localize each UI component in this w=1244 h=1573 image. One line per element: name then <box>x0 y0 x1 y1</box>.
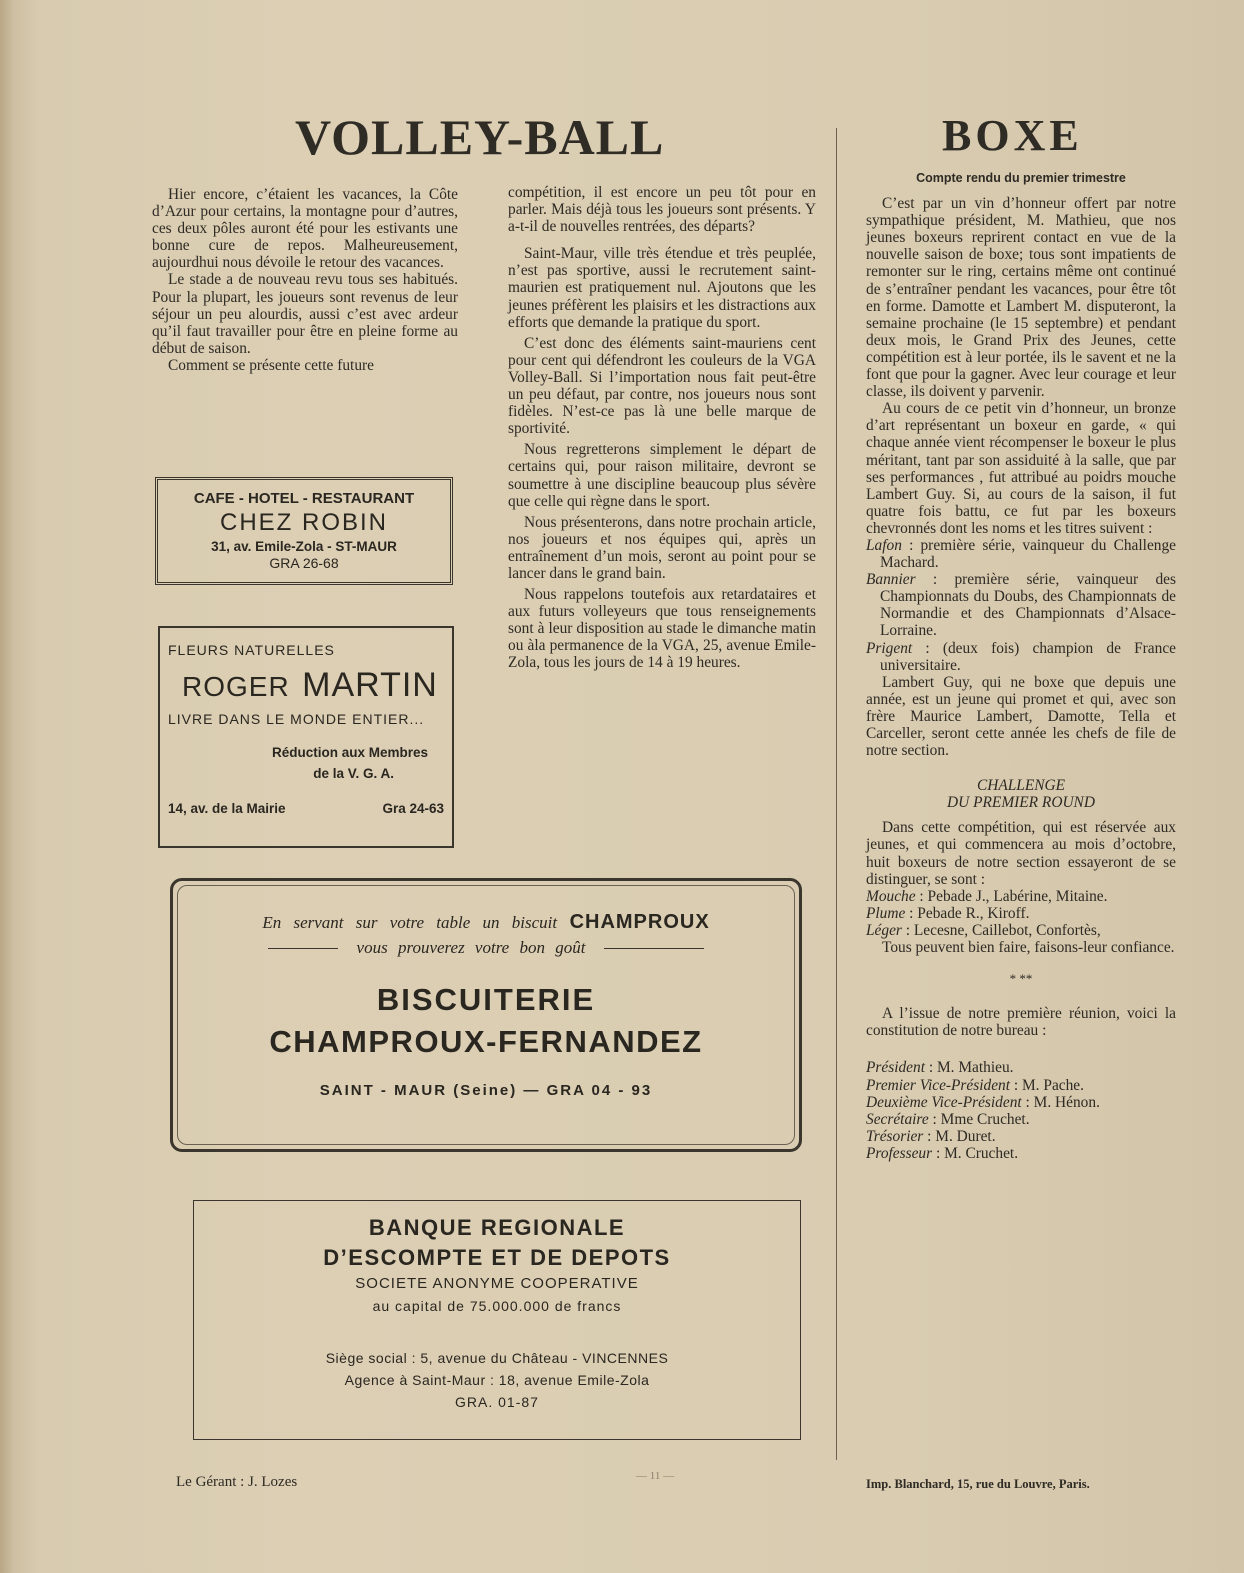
bureau-name: : M. Mathieu. <box>925 1059 1014 1077</box>
boxer-title: : première série, vainqueur du Challenge Machard. <box>880 536 1176 572</box>
ad-robin-line4: GRA 26-68 <box>269 555 339 571</box>
boxer-name: Bannier <box>866 571 916 589</box>
ad-rule-left <box>268 948 338 949</box>
ad-martin-lastname: MARTIN <box>302 666 438 704</box>
bureau-role: Deuxième Vice-Président <box>866 1093 1022 1111</box>
ad-banque-line5: Siège social : 5, avenue du Château - VINCENNES <box>325 1350 669 1366</box>
volley-paragraph: compétition, il est encore un peu tôt pour en parler. Mais déjà tous les joueurs sont présents. Y a-t-il de nouvelles rentrées, des départs? <box>508 184 816 236</box>
boxe-list-item <box>866 571 1176 639</box>
section-stars: * ** <box>1009 971 1033 987</box>
bureau-role: Président <box>866 1059 925 1077</box>
challenge-heading-2: DU PREMIER ROUND <box>947 794 1095 812</box>
boxe-paragraph: Lambert Guy, qui ne boxe que depuis une année, est un jeune qui promet et qui, avec son frère Maurice Lambert, Damotte, Tella et Carceller, seront cette année les chefs de file de notre section. <box>866 673 1176 760</box>
boxer-name: Lafon <box>866 536 902 554</box>
weight-boxers: : Pebade J., Labérine, Mitaine. <box>915 887 1108 905</box>
boxe-list-item <box>866 640 1176 674</box>
volley-paragraph: Le stade a de nouveau revu tous ses habitués. Pour la plupart, les joueurs sont revenus de leur séjour un peu alourdis, aussi c’est avec ardeur qu’il faut travailler pour être en pleine forme au début de saison. <box>152 271 458 357</box>
ad-martin-line5: de la V. G. A. <box>313 766 394 781</box>
column-divider <box>836 128 837 1460</box>
bureau-name: : M. Hénon. <box>1021 1093 1100 1111</box>
ad-champroux-slogan-2 <box>173 938 799 958</box>
bureau-item <box>866 1111 1176 1128</box>
ad-banque-line1: BANQUE REGIONALE <box>368 1215 626 1240</box>
bureau-role: Secrétaire <box>866 1110 929 1128</box>
weight-boxers: : Lecesne, Caillebot, Confortès, <box>901 921 1101 939</box>
ad-rule-right <box>604 948 704 949</box>
ad-martin-firstname: ROGER <box>182 671 290 702</box>
boxe-paragraph: Dans cette compétition, qui est réservée aux jeunes, et qui commencera au mois d’octobre, huit boxeurs de notre section essayeront de se distinguer, se sont : <box>866 819 1176 888</box>
bureau-role: Premier Vice-Président <box>866 1076 1011 1094</box>
boxer-title: : première série, vainqueur des Championnats du Doubs, des Championnats de Normandie et des Championnats d’Alsace-Lorraine. <box>880 571 1176 640</box>
volley-title: VOLLEY-BALL <box>295 109 665 165</box>
boxe-list-item <box>866 922 1176 939</box>
boxe-list-item <box>866 905 1176 922</box>
ad-banque-line4: au capital de 75.000.000 de francs <box>372 1298 622 1314</box>
ad-champroux-line1b: CHAMPROUX <box>569 911 710 933</box>
ad-banque-line2: D’ESCOMPTE ET DE DEPOTS <box>323 1245 671 1270</box>
page-fold-shadow <box>0 0 14 1573</box>
boxe-paragraph: Au cours de ce petit vin d’honneur, un bronze d’art représentant un boxeur en garde, « qui chaque année vient récompenser le boxeur le plus méritant, tant par son assiduité à la salle, que par ses performances , fut attribué au poidrs mouche Lambert Guy. Si, au cours de la saison, il fut quatre fois battu, ce fut par les boxeurs chevronnés dont les noms et les titres suivent : <box>866 400 1176 537</box>
volley-paragraph: Nous présenterons, dans notre prochain article, nos joueurs et nos équipes qui, après un entraînement d’un mois, seront au point pour se lancer dans le grand bain. <box>508 513 816 582</box>
boxer-title: : (deux fois) champion de France universitaire. <box>880 639 1176 674</box>
ad-banque-line7: GRA. 01-87 <box>455 1394 539 1410</box>
footer-printer: Imp. Blanchard, 15, rue du Louvre, Paris. <box>866 1477 1090 1491</box>
volley-paragraph: Nous regretterons simplement le départ de certains qui, pour raison militaire, devront se soumettre à une discipline beaucoup plus sévère que celle qui règne dans le sport. <box>508 441 816 510</box>
footer-manager: Le Gérant : J. Lozes <box>176 1474 298 1490</box>
boxe-paragraph: Tous peuvent bien faire, faisons-leur confiance. <box>882 939 1175 957</box>
volley-column-1 <box>152 186 458 374</box>
ad-banque-regionale <box>193 1200 801 1440</box>
ad-champroux-line2: vous prouverez votre bon goût <box>356 938 586 957</box>
ad-chez-robin <box>155 477 453 585</box>
ad-robin-line2: CHEZ ROBIN <box>219 509 388 536</box>
bureau-role: Trésorier <box>866 1127 924 1145</box>
boxe-title: BOXE <box>942 111 1083 160</box>
bureau-item <box>866 1059 1176 1076</box>
boxe-paragraph: C’est par un vin d’honneur offert par notre sympathique président, M. Mathieu, que nos jeunes boxeurs reprirent contact en vue de la nouvelle saison de boxe; tous sont impatients de remonter sur le ring, certains même ont continué de s’entraîner pendant les vacances, pour être tôt en forme. Damotte et Lambert M. disputeront, la semaine prochaine (le 15 septembre) et pendant deux mois, le Grand Prix des Jeunes, cette compétition est à leur portée, ils le savent et ne la font que pour la gagner. Avec leur courage et leur classe, ils doivent y parvenir. <box>866 195 1176 401</box>
bureau-item <box>866 1094 1176 1111</box>
weight-boxers: : Pebade R., Kiroff. <box>905 904 1030 922</box>
boxe-column <box>866 170 1176 1162</box>
ad-banque-line3: SOCIETE ANONYME COOPERATIVE <box>355 1275 639 1292</box>
ad-banque-line6: Agence à Saint-Maur : 18, avenue Emile-Zola <box>344 1372 650 1388</box>
boxe-list-item <box>866 537 1176 571</box>
weight-class: Mouche <box>866 887 916 905</box>
volley-column-2 <box>508 184 816 672</box>
ad-champroux-line4: CHAMPROUX-FERNANDEZ <box>269 1024 703 1059</box>
ad-champroux-line3: BISCUITERIE <box>376 982 596 1017</box>
bureau-item <box>866 1145 1176 1162</box>
boxer-name: Prigent <box>866 639 913 657</box>
ad-martin-line4: Réduction aux Membres <box>271 745 428 760</box>
ad-champroux-line1a: En servant sur votre table un biscuit <box>262 913 558 932</box>
ad-roger-martin <box>158 626 454 848</box>
ad-biscuiterie-champroux <box>170 878 802 1152</box>
ad-martin-phone: Gra 24-63 <box>382 801 444 816</box>
bureau-name: : M. Pache. <box>1010 1076 1084 1094</box>
ad-champroux-line5: SAINT - MAUR (Seine) — GRA 04 - 93 <box>319 1082 653 1099</box>
ad-martin-line1: FLEURS NATURELLES <box>168 642 335 658</box>
weight-class: Plume <box>866 904 906 922</box>
ad-martin-line3: LIVRE DANS LE MONDE ENTIER... <box>168 711 425 727</box>
ad-martin-address: 14, av. de la Mairie <box>168 801 286 816</box>
volley-paragraph: Hier encore, c’étaient les vacances, la Côte d’Azur pour certains, la montagne pour d’autres, ces deux pôles auront été pour les estivants une bonne cure de repos. Malheureusement, aujourdhui nous dévoile le retour des vacances. <box>152 186 458 272</box>
weight-class: Léger <box>866 921 902 939</box>
ad-champroux-slogan <box>173 911 799 934</box>
bureau-name: : M. Duret. <box>923 1127 996 1145</box>
volley-paragraph: Saint-Maur, ville très étendue et très peuplée, n’est pas sportive, aussi le recrutement saint-maurien est pratiquement nul. Ajoutons que les jeunes préfèrent les plaisirs et les distractions aux efforts que demande la pratique du sport. <box>508 245 816 331</box>
footer-page-number: — 11 — <box>636 1470 675 1482</box>
ad-robin-line1: CAFE - HOTEL - RESTAURANT <box>193 490 415 507</box>
boxe-paragraph: A l’issue de notre première réunion, voici la constitution de notre bureau : <box>866 1005 1176 1040</box>
ad-martin-name <box>168 666 444 705</box>
boxe-list-item <box>866 888 1176 905</box>
ad-robin-line3: 31, av. Emile-Zola - ST-MAUR <box>211 539 397 554</box>
bureau-item <box>866 1077 1176 1094</box>
bureau-name: : Mme Cruchet. <box>928 1110 1030 1128</box>
ad-martin-footer <box>168 801 444 816</box>
bureau-name: : M. Cruchet. <box>932 1144 1019 1162</box>
boxe-subtitle: Compte rendu du premier trimestre <box>916 171 1126 185</box>
bureau-item <box>866 1128 1176 1145</box>
bureau-role: Professeur <box>866 1144 933 1162</box>
volley-paragraph: Comment se présente cette future <box>168 356 374 374</box>
volley-paragraph: C’est donc des éléments saint-mauriens cent pour cent qui défendront les couleurs de la VGA Volley-Ball. Si l’importation nous fait peut-être un peu défaut, par contre, nos joueurs nous sont fidèles. N’est-ce pas là une belle marque de sportivité. <box>508 334 816 438</box>
volley-paragraph: Nous rappelons toutefois aux retardataires et aux futurs volleyeurs que tous renseignements sont à leur disposition au stade le dimanche matin ou àla permanence de la VGA, 25, avenue Emile-Zola, tous les jours de 14 à 19 heures. <box>508 586 816 672</box>
challenge-heading-1: CHALLENGE <box>976 777 1066 795</box>
